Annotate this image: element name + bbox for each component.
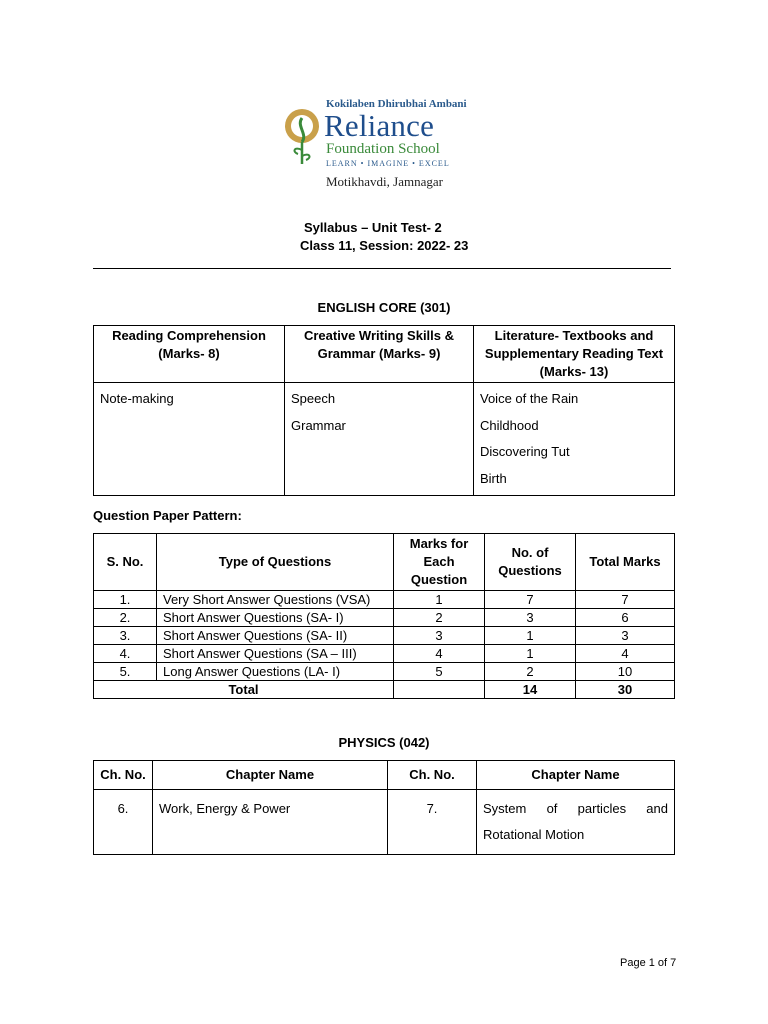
table-row [94,645,675,663]
table-cell: 3 [485,609,576,627]
table-cell: 10 [576,663,675,681]
list-item: Voice of the Rain [480,391,579,406]
chapter-name [477,790,675,855]
header-divider [93,268,671,269]
total-questions: 14 [485,681,576,699]
table-row [94,609,675,627]
chapter-name: Work, Energy & Power [153,790,388,855]
logo-top-line: Kokilaben Dhirubhai Ambani [326,98,467,110]
class-session: Class 11, Session: 2022- 23 [300,238,469,253]
pattern-title: Question Paper Pattern: [93,508,242,523]
table-cell: 2. [94,609,157,627]
table-cell: 7 [576,591,675,609]
list-item: Birth [480,470,507,486]
table-cell: Very Short Answer Questions (VSA) [157,591,394,609]
english-col-header: Creative Writing Skills & Grammar (Marks- 9) [285,326,474,383]
total-label: Total [94,681,394,699]
chapter-name-line: System of particles and [483,801,668,816]
table-cell: Short Answer Questions (SA- I) [157,609,394,627]
table-cell: 2 [485,663,576,681]
physics-header: Ch. No. [94,761,153,790]
table-cell: 6 [576,609,675,627]
table-cell: 2 [394,609,485,627]
table-row [94,790,675,855]
logo-sub: Foundation School [326,141,440,157]
total-marks: 30 [576,681,675,699]
table-row [94,627,675,645]
total-row [94,681,675,699]
english-col-header: Literature- Textbooks and Supplementary Reading Text (Marks- 13) [474,326,675,383]
pattern-header: No. of Questions [485,534,576,591]
table-cell: Short Answer Questions (SA- II) [157,627,394,645]
pattern-header: Type of Questions [157,534,394,591]
logo-location: Motikhavdi, Jamnagar [326,174,443,189]
table-cell: 1 [485,627,576,645]
chapter-name-line: Rotational Motion [483,827,585,842]
physics-header: Chapter Name [153,761,388,790]
table-cell: 4. [94,645,157,663]
table-cell: 4 [576,645,675,663]
table-row [94,591,675,609]
table-cell: 3 [394,627,485,645]
table-cell: Long Answer Questions (LA- I) [157,663,394,681]
english-col-header: Reading Comprehension (Marks- 8) [94,326,285,383]
table-cell: 5 [394,663,485,681]
physics-header: Ch. No. [388,761,477,790]
table-cell: 3. [94,627,157,645]
table-cell: Short Answer Questions (SA – III) [157,645,394,663]
list-item: Speech [291,391,336,406]
page-number: Page 1 of 7 [620,957,677,969]
chapter-number: 6. [94,790,153,855]
table-cell: 1 [485,645,576,663]
table-cell [394,681,485,699]
physics-header: Chapter Name [477,761,675,790]
logo-name: Reliance [324,108,435,143]
table-row [94,663,675,681]
table-cell: 7 [485,591,576,609]
list-item: Discovering Tut [480,444,570,459]
list-item: Note-making [100,391,174,406]
reliance-emblem-icon [280,108,324,166]
english-literature-cell [474,383,675,496]
physics-syllabus-table [93,760,675,855]
table-cell: 4 [394,645,485,663]
syllabus-title: Syllabus – Unit Test- 2 [304,220,442,235]
english-writing-cell [285,383,474,496]
school-logo [276,96,480,192]
pattern-header: Marks for Each Question [394,534,485,591]
list-item: Childhood [480,417,539,433]
pattern-header: Total Marks [576,534,675,591]
english-reading-cell [94,383,285,496]
english-syllabus-table [93,325,675,496]
logo-tagline: LEARN • IMAGINE • EXCEL [326,159,450,168]
list-item: Grammar [291,417,346,433]
table-cell: 5. [94,663,157,681]
physics-title: PHYSICS (042) [338,735,430,750]
chapter-number: 7. [388,790,477,855]
table-cell: 1 [394,591,485,609]
table-cell: 3 [576,627,675,645]
pattern-header: S. No. [94,534,157,591]
english-title: ENGLISH CORE (301) [317,300,451,315]
table-cell: 1. [94,591,157,609]
question-pattern-table [93,533,675,699]
